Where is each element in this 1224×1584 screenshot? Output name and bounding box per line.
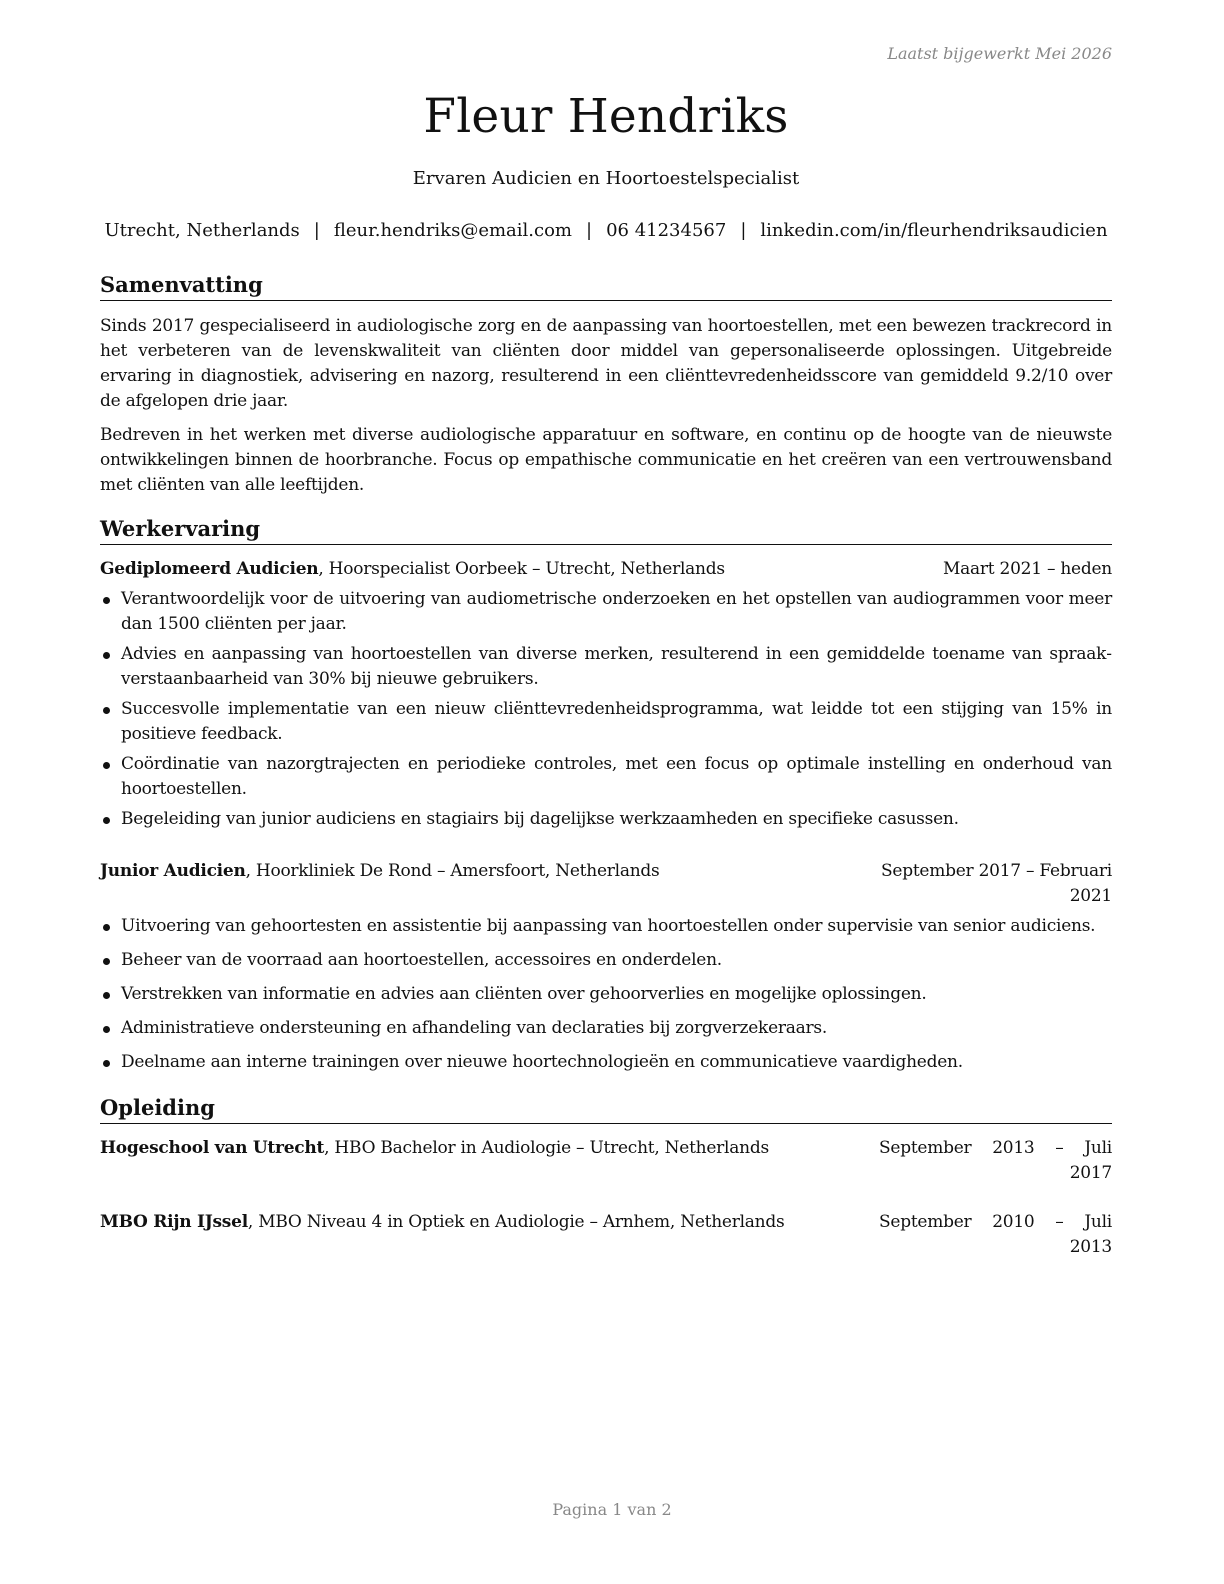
experience-heading: Werkervaring xyxy=(100,514,1112,545)
job-role: Gediplomeerd Audicien xyxy=(100,559,319,579)
headline: Ervaren Audicien en Hoortoestelspecialist xyxy=(412,168,800,189)
bullet-icon xyxy=(103,992,110,999)
job-bullets xyxy=(100,587,1112,832)
list-item: Begeleiding van junior audiciens en stagiairs bij dagelijkse werkzaamheden en specifieke casussen. xyxy=(100,807,1112,832)
job-date: September 2017 – Februari 2021 xyxy=(881,861,1112,906)
list-item: Beheer van de voorraad aan hoortoestellen, accessoires en onderdelen. xyxy=(100,948,1112,973)
bullet-icon xyxy=(103,597,110,604)
school-name: MBO Rijn IJssel xyxy=(100,1212,248,1232)
bullet-icon xyxy=(103,762,110,769)
contact-separator: | xyxy=(313,220,320,241)
list-item: Deelname aan interne trainingen over nieuwe hoortechnologieën en communicatieve vaardigheden. xyxy=(100,1050,1112,1075)
bullet-icon xyxy=(103,1026,110,1033)
summary-paragraph: Sinds 2017 gespecialiseerd in audiologische zorg en de aanpassing van hoortoestellen, met een bewezen trackrecord in het verbeteren van de levenskwaliteit van cliënten door middel van gepersonaliseerde oplossingen. Uitgebreide ervaring in diagnostiek, advisering en nazorg, resulterend in een cliënttevredenheidsscore van gemiddeld 9.2/10 over de afgelopen drie jaar. xyxy=(100,316,1112,411)
list-item: Uitvoering van gehoortesten en assistentie bij aanpassing van hoortoestellen onder supervisie van senior audiciens. xyxy=(100,914,1112,939)
contact-separator: | xyxy=(740,220,747,241)
contact-location: Utrecht, Netherlands xyxy=(104,220,300,241)
bullet-icon xyxy=(103,707,110,714)
candidate-name: Fleur Hendriks xyxy=(423,89,789,144)
education-date: September 2013 – Juli 2017 xyxy=(879,1138,1112,1183)
list-item: Advies en aanpassing van hoortoestellen van diverse merken, resulterend in een gemiddelde toename van spraakverstaanbaarheid van 30% bij nieuwe gebruikers. xyxy=(100,642,1112,692)
job-bullets xyxy=(100,914,1112,1075)
resume-page xyxy=(100,0,1112,1584)
summary-heading: Samenvatting xyxy=(100,270,1112,301)
summary-paragraph: Bedreven in het werken met diverse audiologische apparatuur en software, en continu op de hoogte van de nieuwste ontwikkelingen binnen de hoorbranche. Focus op empathische communicatie en het creëren van een vertrouwensband met cliënten van alle leeftijden. xyxy=(100,425,1112,495)
bullet-icon xyxy=(103,958,110,965)
bullet-icon xyxy=(103,817,110,824)
education-date: September 2010 – Juli 2013 xyxy=(879,1212,1112,1257)
education-heading: Opleiding xyxy=(100,1093,1112,1124)
last-updated: Laatst bijgewerkt Mei 2026 xyxy=(887,44,1112,63)
list-item: Coördinatie van nazorgtrajecten en periodieke controles, met een focus op optimale instelling en onderhoud van hoortoestellen. xyxy=(100,752,1112,802)
bullet-icon xyxy=(103,652,110,659)
list-item: Succesvolle implementatie van een nieuw cliënttevredenheidsprogramma, wat leidde tot een stijging van 15% in positieve feedback. xyxy=(100,697,1112,747)
job-details: , Hoorspecialist Oorbeek – Utrecht, Netherlands xyxy=(318,559,725,579)
contact-email[interactable]: fleur.hendriks@email.com xyxy=(333,220,572,241)
job-role: Junior Audicien xyxy=(100,861,246,881)
degree-details: , MBO Niveau 4 in Optiek en Audiologie – Arnhem, Netherlands xyxy=(247,1212,785,1232)
list-item: Verstrekken van informatie en advies aan cliënten over gehoorverlies en mogelijke oplossingen. xyxy=(100,982,1112,1007)
contact-linkedin[interactable]: linkedin.com/in/fleurhendriksaudicien xyxy=(760,220,1108,241)
job-details: , Hoorkliniek De Rond – Amersfoort, Netherlands xyxy=(245,861,660,881)
bullet-icon xyxy=(103,1060,110,1067)
contact-phone: 06 41234567 xyxy=(606,220,727,241)
school-name: Hogeschool van Utrecht xyxy=(100,1138,325,1158)
list-item: Verantwoordelijk voor de uitvoering van audiometrische onderzoeken en het opstellen van audiogrammen voor meer dan 1500 cliënten per jaar. xyxy=(100,587,1112,637)
job-date: Maart 2021 – heden xyxy=(942,559,1112,579)
degree-details: , HBO Bachelor in Audiologie – Utrecht, Netherlands xyxy=(324,1138,769,1158)
list-item: Administratieve ondersteuning en afhandeling van declaraties bij zorgverzekeraars. xyxy=(100,1016,1112,1041)
contact-separator: | xyxy=(586,220,593,241)
bullet-icon xyxy=(103,924,110,931)
page-number: Pagina 1 van 2 xyxy=(552,1500,672,1519)
contact-line xyxy=(100,217,1112,245)
